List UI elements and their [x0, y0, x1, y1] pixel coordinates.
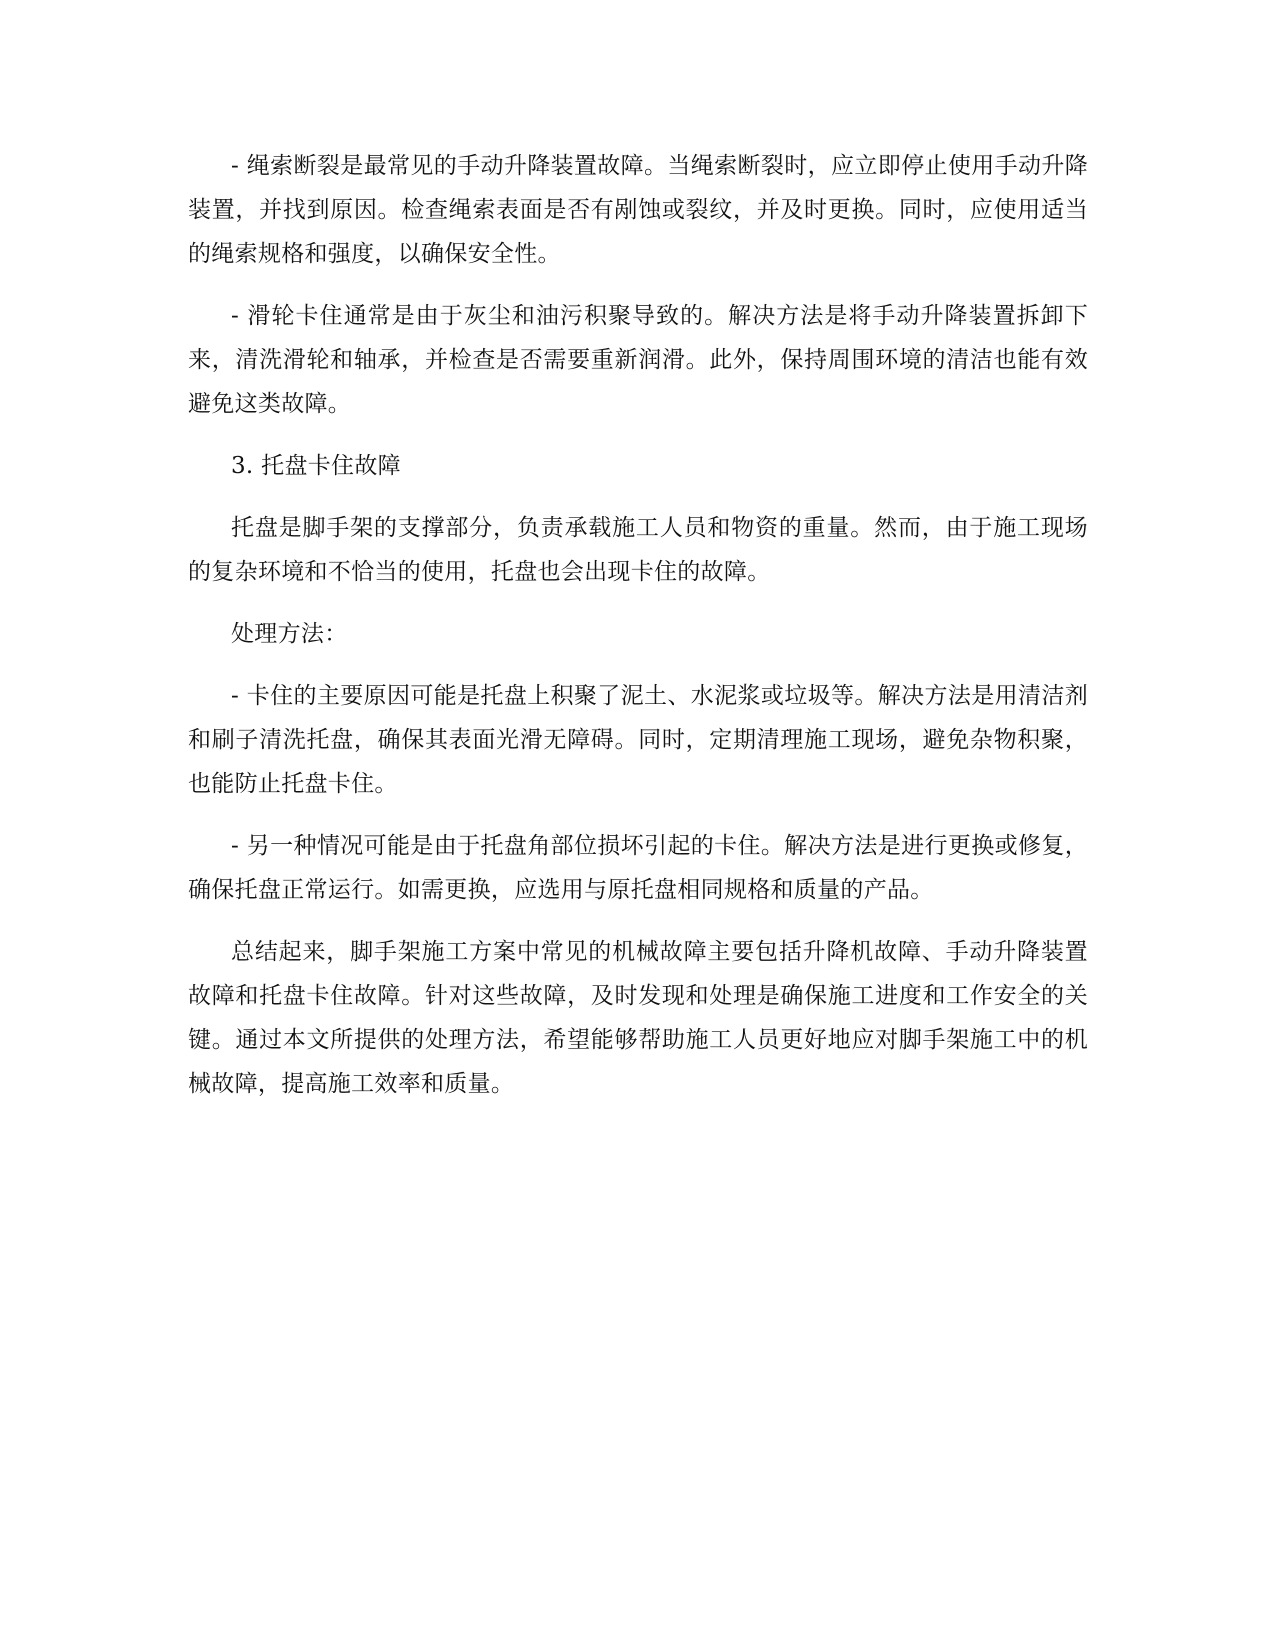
paragraph-tray-damage: - 另一种情况可能是由于托盘角部位损坏引起的卡住。解决方法是进行更换或修复，确保托盘正常运行。如需更换，应选用与原托盘相同规格和质量的产品。: [188, 833, 1088, 903]
paragraph-tray-intro: 托盘是脚手架的支撑部分，负责承载施工人员和物资的重量。然而，由于施工现场的复杂环境和不恰当的使用，托盘也会出现卡住的故障。: [188, 515, 1088, 585]
document-body: [188, 144, 1088, 1124]
paragraph-rope-breakage: - 绳索断裂是最常见的手动升降装置故障。当绳索断裂时，应立即停止使用手动升降装置，并找到原因。检查绳索表面是否有剐蚀或裂纹，并及时更换。同时，应使用适当的绳索规格和强度，以确保安全性。: [188, 153, 1088, 267]
paragraph-summary: 总结起来，脚手架施工方案中常见的机械故障主要包括升降机故障、手动升降装置故障和托盘卡住故障。针对这些故障，及时发现和处理是确保施工进度和工作安全的关键。通过本文所提供的处理方法，希望能够帮助施工人员更好地应对脚手架施工中的机械故障，提高施工效率和质量。: [188, 939, 1088, 1097]
section-heading-tray-jam: 3. 托盘卡住故障: [231, 453, 401, 479]
paragraph-handling-methods: 处理方法：: [231, 621, 348, 647]
paragraph-pulley-jam: - 滑轮卡住通常是由于灰尘和油污积聚导致的。解决方法是将手动升降装置拆卸下来，清洗滑轮和轴承，并检查是否需要重新润滑。此外，保持周围环境的清洁也能有效避免这类故障。: [188, 303, 1088, 417]
paragraph-tray-debris: - 卡住的主要原因可能是托盘上积聚了泥土、水泥浆或垃圾等。解决方法是用清洁剂和刷子清洗托盘，确保其表面光滑无障碍。同时，定期清理施工现场，避免杂物积聚，也能防止托盘卡住。: [188, 683, 1088, 797]
